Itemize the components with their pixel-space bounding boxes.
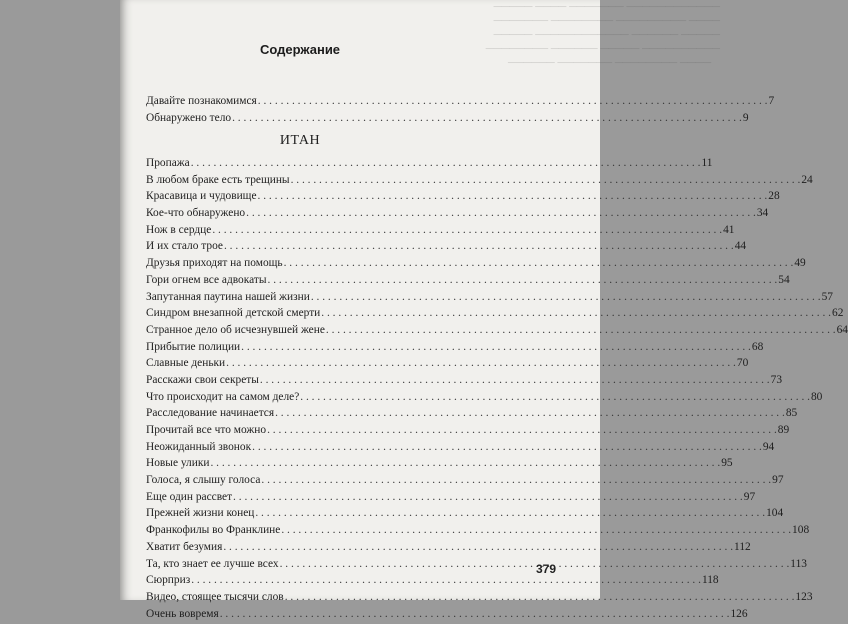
toc-entry bbox=[146, 340, 764, 358]
toc-entry-page: 80 bbox=[810, 390, 823, 403]
toc-entry bbox=[146, 440, 775, 458]
toc-entry-page: 49 bbox=[794, 257, 806, 270]
toc-entry bbox=[146, 173, 813, 191]
dot-leader bbox=[233, 491, 743, 503]
toc-entry-title: Синдром внезапной детской смерти bbox=[146, 307, 321, 320]
toc-entry-title: Видео, стоящее тысячи слов bbox=[146, 590, 284, 603]
toc-entry bbox=[146, 590, 813, 608]
toc-entry bbox=[146, 111, 749, 129]
toc-entry-title: Давайте познакомимся bbox=[146, 95, 257, 107]
toc-entry-title: Запутанная паутина нашей жизни bbox=[146, 290, 310, 303]
toc-entry-title: Расследование начинается bbox=[146, 407, 275, 420]
toc-entry bbox=[146, 190, 780, 207]
intro-list bbox=[146, 95, 775, 128]
toc-entry-title: Сюрприз bbox=[146, 574, 191, 587]
toc-entry-title: Нож в сердце bbox=[146, 223, 212, 236]
toc-entry bbox=[146, 290, 833, 308]
toc-entry bbox=[146, 574, 719, 591]
dot-leader bbox=[220, 608, 730, 620]
dot-leader bbox=[246, 207, 756, 219]
toc-entry bbox=[146, 323, 848, 341]
toc-entry bbox=[146, 607, 748, 624]
page-number: 379 bbox=[536, 562, 557, 576]
toc-entry-page: 64 bbox=[836, 323, 848, 336]
toc-entry-page: 9 bbox=[742, 111, 749, 124]
toc-entry-title: Кое-что обнаружено bbox=[146, 207, 246, 220]
section-title: ИТАН bbox=[279, 133, 321, 148]
toc-entry-page: 97 bbox=[743, 490, 756, 503]
toc-entry-page: 57 bbox=[821, 290, 833, 303]
toc-entry-title: В любом браке есть трещины bbox=[146, 173, 290, 186]
toc-entry-page: 24 bbox=[801, 173, 813, 186]
toc-entry-page: 68 bbox=[751, 340, 764, 353]
dot-leader bbox=[321, 307, 831, 319]
toc-entry-title: Голоса, я слышу голоса bbox=[146, 474, 261, 487]
toc-entry-page: 104 bbox=[766, 507, 784, 520]
toc-entry-title: Славные деньки bbox=[146, 357, 226, 370]
toc-entry-title: Расскажи свои секреты bbox=[146, 373, 259, 386]
toc-entry-page: 97 bbox=[772, 474, 784, 487]
toc-entry-page: 123 bbox=[795, 590, 813, 603]
dot-leader bbox=[300, 391, 810, 403]
toc-entry bbox=[146, 207, 769, 224]
toc-entry-page: 94 bbox=[762, 440, 775, 453]
toc-entry-page: 7 bbox=[768, 95, 775, 107]
dot-leader bbox=[267, 424, 777, 436]
toc-entry-page: 54 bbox=[778, 273, 790, 286]
toc-entry bbox=[146, 373, 783, 391]
dot-leader bbox=[241, 341, 751, 353]
toc-entry-title: Красавица и чудовище bbox=[146, 190, 257, 203]
toc-entry-page: 28 bbox=[768, 190, 780, 203]
dot-leader bbox=[285, 591, 795, 603]
toc-entry bbox=[146, 474, 784, 491]
toc-entry-title: Гори огнем все адвокаты bbox=[146, 273, 267, 286]
dot-leader bbox=[210, 457, 720, 469]
toc-entry-title: Что происходит на самом деле? bbox=[146, 390, 300, 403]
dot-leader bbox=[223, 541, 733, 553]
toc-entry bbox=[146, 390, 823, 408]
dot-leader bbox=[326, 324, 836, 336]
toc-entry bbox=[146, 424, 790, 441]
toc-entry bbox=[146, 95, 775, 112]
toc-entry bbox=[146, 223, 735, 241]
dot-leader bbox=[281, 524, 791, 536]
dot-leader bbox=[260, 374, 770, 386]
dot-leader bbox=[280, 558, 790, 570]
toc-entry-title: Новые улики bbox=[146, 457, 210, 470]
dot-leader bbox=[226, 357, 736, 369]
toc-entry-title: Та, кто знает ее лучше всех bbox=[146, 557, 279, 570]
toc-entry-page: 126 bbox=[730, 607, 748, 620]
toc-entry-page: 118 bbox=[701, 574, 719, 587]
dot-leader bbox=[311, 291, 821, 303]
bleed-through-text: ──────────── ─────── ──── ───── ──── ───────── ──────── ─────── ───── ────── ──────────── ───── ────────── ───── ────── ──────── ──── ──────── ─────── ────── bbox=[485, 1, 720, 69]
dot-leader bbox=[268, 274, 778, 286]
dot-leader bbox=[232, 112, 742, 124]
toc-entry bbox=[146, 507, 784, 524]
toc-entry bbox=[146, 407, 798, 424]
toc-entry bbox=[146, 457, 733, 474]
toc-entry-page: 108 bbox=[792, 524, 810, 537]
dot-leader bbox=[252, 441, 762, 453]
toc-entry-page: 62 bbox=[832, 307, 844, 320]
toc-entry-page: 85 bbox=[785, 407, 798, 420]
toc-entry bbox=[146, 157, 713, 174]
page-title: Содержание bbox=[259, 42, 341, 57]
toc-entry-title: Обнаружено тело bbox=[146, 111, 232, 124]
toc-entry-title: Прочитай все что можно bbox=[146, 424, 267, 436]
toc-entry-title: Неожиданный звонок bbox=[146, 440, 252, 453]
toc-entry-page: 41 bbox=[723, 223, 735, 236]
toc-entry bbox=[146, 490, 756, 508]
toc-entry-title: Прежней жизни конец bbox=[146, 507, 255, 520]
toc-entry bbox=[146, 524, 810, 541]
toc-entry-page: 11 bbox=[701, 157, 713, 169]
toc-entry-page: 70 bbox=[736, 357, 749, 370]
toc-entry bbox=[146, 540, 751, 558]
toc-entry-title: Еще один рассвет bbox=[146, 490, 233, 503]
toc-entry bbox=[146, 357, 749, 374]
dot-leader bbox=[224, 240, 734, 252]
dot-leader bbox=[258, 95, 768, 107]
toc-entry-page: 44 bbox=[734, 240, 747, 253]
toc-entry bbox=[146, 273, 790, 291]
toc-entry-title: Пропажа bbox=[146, 157, 190, 169]
toc-entry bbox=[146, 257, 806, 274]
dot-leader bbox=[191, 157, 701, 169]
toc-entry-title: Друзья приходят на помощь bbox=[146, 257, 283, 270]
toc-entry-title: Странное дело об исчезнувшей жене bbox=[146, 323, 325, 336]
toc-entry-title: Очень вовремя bbox=[146, 607, 219, 620]
dot-leader bbox=[258, 190, 768, 202]
dot-leader bbox=[212, 224, 722, 236]
dot-leader bbox=[291, 174, 801, 186]
toc-entry-page: 34 bbox=[756, 207, 769, 220]
dot-leader bbox=[191, 574, 701, 586]
toc-entry bbox=[146, 240, 747, 257]
dot-leader bbox=[261, 474, 771, 486]
dot-leader bbox=[284, 257, 794, 269]
toc-entry-title: Прибытие полиции bbox=[146, 340, 241, 353]
toc-entry-title: Хватит безумия bbox=[146, 540, 223, 553]
toc-entry-title: Франкофилы во Франклине bbox=[146, 524, 281, 537]
toc-entry bbox=[146, 307, 844, 324]
toc-entry-page: 95 bbox=[721, 457, 733, 470]
toc-entry-page: 112 bbox=[734, 540, 751, 553]
toc-entry-page: 73 bbox=[770, 373, 783, 386]
dot-leader bbox=[275, 407, 785, 419]
toc-entry-title: И их стало трое bbox=[146, 240, 223, 253]
toc-entry-page: 113 bbox=[790, 557, 807, 570]
toc-entry-page: 89 bbox=[777, 424, 790, 436]
dot-leader bbox=[255, 507, 765, 519]
